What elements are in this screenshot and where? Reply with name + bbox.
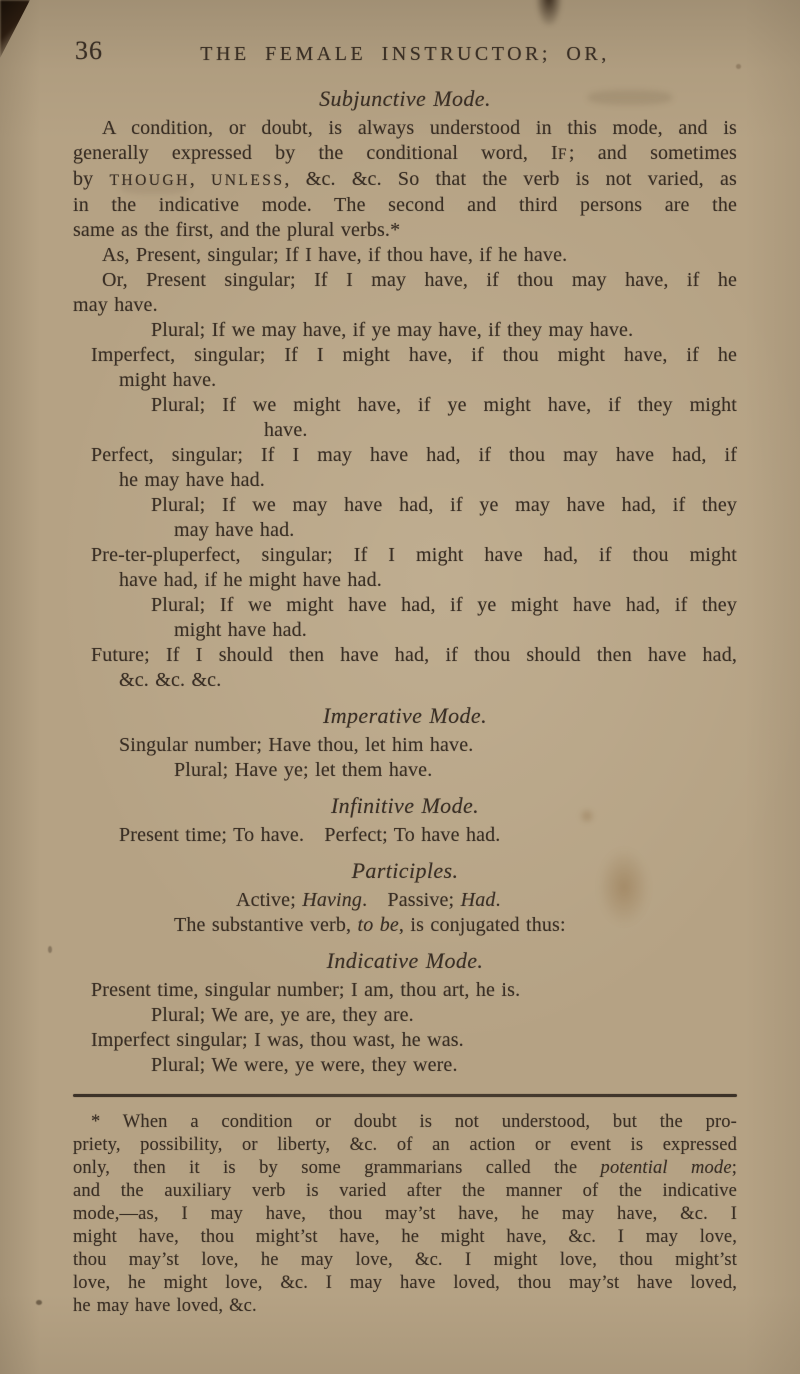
small-caps-text: UNLESS xyxy=(211,172,285,189)
text-run: have. xyxy=(264,419,308,441)
small-caps-text: THOUGH xyxy=(109,172,190,189)
text-line xyxy=(73,1272,737,1295)
text-line xyxy=(73,518,737,543)
footnote xyxy=(73,1111,737,1318)
text-line xyxy=(73,758,737,783)
text-line xyxy=(73,1249,737,1272)
text-line xyxy=(73,618,737,643)
heading-indicative-mode xyxy=(73,946,737,976)
text-run: thou may’st love, he may love, &c. I might love, thou might’st xyxy=(73,1249,737,1270)
text-run: Imperfect singular; I was, thou wast, he was. xyxy=(91,1029,464,1051)
text-line xyxy=(73,368,737,393)
text-run: Present time; To have. Perfect; To have had. xyxy=(119,824,501,846)
text-line xyxy=(73,116,737,141)
text-run: Plural; If we might have, if ye might have, if they might xyxy=(151,394,737,416)
text-line xyxy=(73,913,737,938)
text-run: might have, thou might’st have, he might have, &c. I may love, xyxy=(73,1226,737,1247)
text-line xyxy=(73,468,737,493)
italic-text: Subjunctive Mode. xyxy=(319,86,491,111)
text-run: Plural; We are, ye are, they are. xyxy=(151,1004,414,1026)
text-run: only, then it is by some grammarians called the xyxy=(73,1157,601,1178)
text-line xyxy=(73,493,737,518)
text-run: Plural; If we might have had, if ye might have had, if they xyxy=(151,594,737,616)
text-run: and the auxiliary verb is varied after the manner of the indicative xyxy=(73,1180,737,1201)
text-line xyxy=(73,568,737,593)
small-caps-text: F xyxy=(557,146,569,163)
text-line xyxy=(73,668,737,693)
text-line xyxy=(73,1180,737,1203)
text-line xyxy=(73,343,737,368)
text-run: Singular number; Have thou, let him have. xyxy=(119,734,474,756)
text-line xyxy=(73,418,737,443)
text-run: . xyxy=(495,889,501,911)
paper-speck xyxy=(36,1300,42,1305)
text-run: Or, Present singular; If I may have, if thou may have, if he xyxy=(102,269,737,291)
text-run: ; xyxy=(731,1157,737,1178)
text-line xyxy=(73,393,737,418)
text-line xyxy=(73,1028,737,1053)
paper-speck xyxy=(48,946,52,953)
text-run: Pre-ter-pluperfect, singular; If I might have had, if thou might xyxy=(91,544,737,566)
heading-participles xyxy=(73,856,737,886)
text-run: Present time, singular number; I am, thou art, he is. xyxy=(91,979,521,1001)
text-line xyxy=(73,1111,737,1134)
text-run: Plural; If we may have, if ye may have, if they may have. xyxy=(151,319,634,341)
text-line xyxy=(73,543,737,568)
heading-subjunctive-mode xyxy=(73,84,737,114)
text-line xyxy=(73,318,737,343)
text-line xyxy=(73,243,737,268)
heading-infinitive-mode xyxy=(73,791,737,821)
text-run: . Passive; xyxy=(362,889,461,911)
text-line xyxy=(73,141,737,167)
text-run: The substantive verb, xyxy=(174,914,358,936)
text-run: he may have loved, &c. xyxy=(73,1295,257,1316)
italic-text: Having xyxy=(302,889,363,911)
text-line xyxy=(73,593,737,618)
text-run: in the indicative mode. The second and third persons are the xyxy=(73,194,737,216)
italic-text: Had xyxy=(460,889,496,911)
page-header xyxy=(73,36,737,72)
text-run: might have. xyxy=(119,369,217,391)
running-title: THE FEMALE INSTRUCTOR; OR, xyxy=(200,43,610,65)
text-run: generally expressed by the conditional word, I xyxy=(73,142,558,164)
text-run: , xyxy=(189,168,212,190)
scan-dark-corner xyxy=(0,0,30,58)
italic-text: Participles. xyxy=(351,858,459,883)
page-number: 36 xyxy=(75,36,103,65)
text-run: Active; xyxy=(236,889,303,911)
text-line xyxy=(73,443,737,468)
text-run: As, Present, singular; If I have, if thou have, if he have. xyxy=(102,244,568,266)
text-line xyxy=(73,1295,737,1318)
heading-imperative-mode xyxy=(73,701,737,731)
footnote-divider xyxy=(73,1094,737,1097)
text-line xyxy=(73,978,737,1003)
text-run: &c. &c. &c. xyxy=(119,669,222,691)
text-run: , &c. &c. So that the verb is not varied, as xyxy=(284,168,737,190)
text-line xyxy=(73,823,737,848)
text-run: A condition, or doubt, is always understood in this mode, and is xyxy=(102,117,737,139)
text-line xyxy=(73,888,737,913)
text-line xyxy=(73,218,737,243)
text-run: Plural; If we may have had, if ye may have had, if they xyxy=(151,494,737,516)
text-line xyxy=(73,733,737,758)
page-body xyxy=(73,84,737,1078)
text-line xyxy=(73,1053,737,1078)
text-run: , is conjugated thus: xyxy=(398,914,566,936)
italic-text: to be xyxy=(357,914,399,936)
italic-text: Imperative Mode. xyxy=(323,703,487,728)
text-run: * When a condition or doubt is not understood, but the pro- xyxy=(91,1111,737,1132)
text-line xyxy=(73,1226,737,1249)
text-run: Perfect, singular; If I may have had, if thou may have had, if xyxy=(91,444,737,466)
text-run: love, he might love, &c. I may have loved, thou may’st have loved, xyxy=(73,1272,737,1293)
text-run: he may have had. xyxy=(119,469,265,491)
scan-smudge xyxy=(536,0,562,26)
text-run: same as the first, and the plural verbs.* xyxy=(73,219,401,241)
text-run: Plural; We were, ye were, they were. xyxy=(151,1054,458,1076)
text-run: may have had. xyxy=(174,519,295,541)
text-run: have had, if he might have had. xyxy=(119,569,382,591)
text-run: by xyxy=(73,168,110,190)
text-line xyxy=(73,1134,737,1157)
text-run: Future; If I should then have had, if thou should then have had, xyxy=(91,644,737,666)
text-run: may have. xyxy=(73,294,158,316)
text-run: might have had. xyxy=(174,619,307,641)
text-line xyxy=(73,1203,737,1226)
text-line xyxy=(73,167,737,193)
text-run: Plural; Have ye; let them have. xyxy=(174,759,433,781)
italic-text: potential mode xyxy=(600,1157,732,1178)
text-line xyxy=(73,268,737,293)
text-line xyxy=(73,1003,737,1028)
text-line xyxy=(73,1157,737,1180)
text-run: Imperfect, singular; If I might have, if thou might have, if he xyxy=(91,344,737,366)
text-run: priety, possibility, or liberty, &c. of an action or event is expressed xyxy=(73,1134,737,1155)
text-line xyxy=(73,193,737,218)
text-line xyxy=(73,643,737,668)
italic-text: Infinitive Mode. xyxy=(330,793,480,818)
text-run: mode,—as, I may have, thou may’st have, he may have, &c. I xyxy=(73,1203,737,1224)
text-line xyxy=(73,293,737,318)
italic-text: Indicative Mode. xyxy=(326,948,484,973)
text-run: ; and sometimes xyxy=(568,142,737,164)
